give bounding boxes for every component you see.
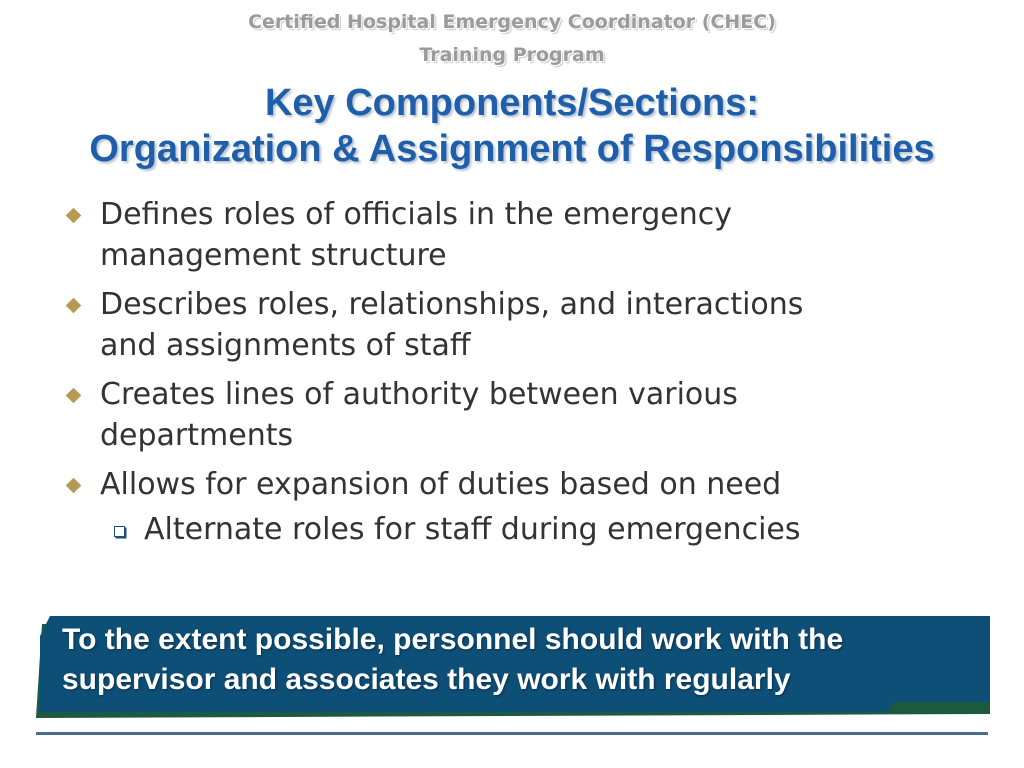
- checkbox-bullet-icon: [114, 526, 125, 537]
- diamond-bullet-icon: [66, 208, 82, 224]
- bullet-text-line: Allows for expansion of duties based on need: [100, 467, 782, 502]
- slide-title-line-1: Key Components/Sections:: [264, 82, 760, 124]
- callout-text-line-1: To the extent possible, personnel should work with the: [62, 623, 844, 656]
- bullet-item: [58, 464, 978, 505]
- diamond-bullet-icon: [66, 388, 82, 404]
- callout-text: [62, 620, 982, 700]
- slide-title: [0, 80, 1024, 172]
- sub-bullet-text: Alternate roles for staff during emergencies: [144, 512, 801, 547]
- program-header-line-2: Training Program: [419, 44, 605, 66]
- bullet-text-line: Defines roles of officials in the emergency: [100, 197, 732, 232]
- bullet-text-line: departments: [100, 418, 294, 453]
- bullet-text-line: Creates lines of authority between various: [100, 377, 738, 412]
- program-header: [0, 6, 1024, 72]
- bullet-text-line: management structure: [100, 238, 447, 273]
- diamond-bullet-icon: [66, 298, 82, 314]
- diamond-bullet-icon: [66, 478, 82, 494]
- bullet-item: [58, 374, 978, 456]
- bullet-text-line: Describes roles, relationships, and interactions: [100, 287, 804, 322]
- bullet-list: [58, 194, 978, 550]
- sub-bullet-item: [102, 509, 978, 550]
- bullet-item: [58, 194, 978, 276]
- callout-banner: [36, 614, 990, 720]
- callout-text-line-2: supervisor and associates they work with regularly: [62, 663, 791, 696]
- bullet-text-line: and assignments of staff: [100, 328, 471, 363]
- slide-title-line-2: Organization & Assignment of Responsibilities: [89, 128, 935, 170]
- bullet-item: [58, 284, 978, 366]
- bottom-divider: [36, 732, 988, 735]
- program-header-line-1: Certified Hospital Emergency Coordinator (CHEC): [248, 11, 776, 33]
